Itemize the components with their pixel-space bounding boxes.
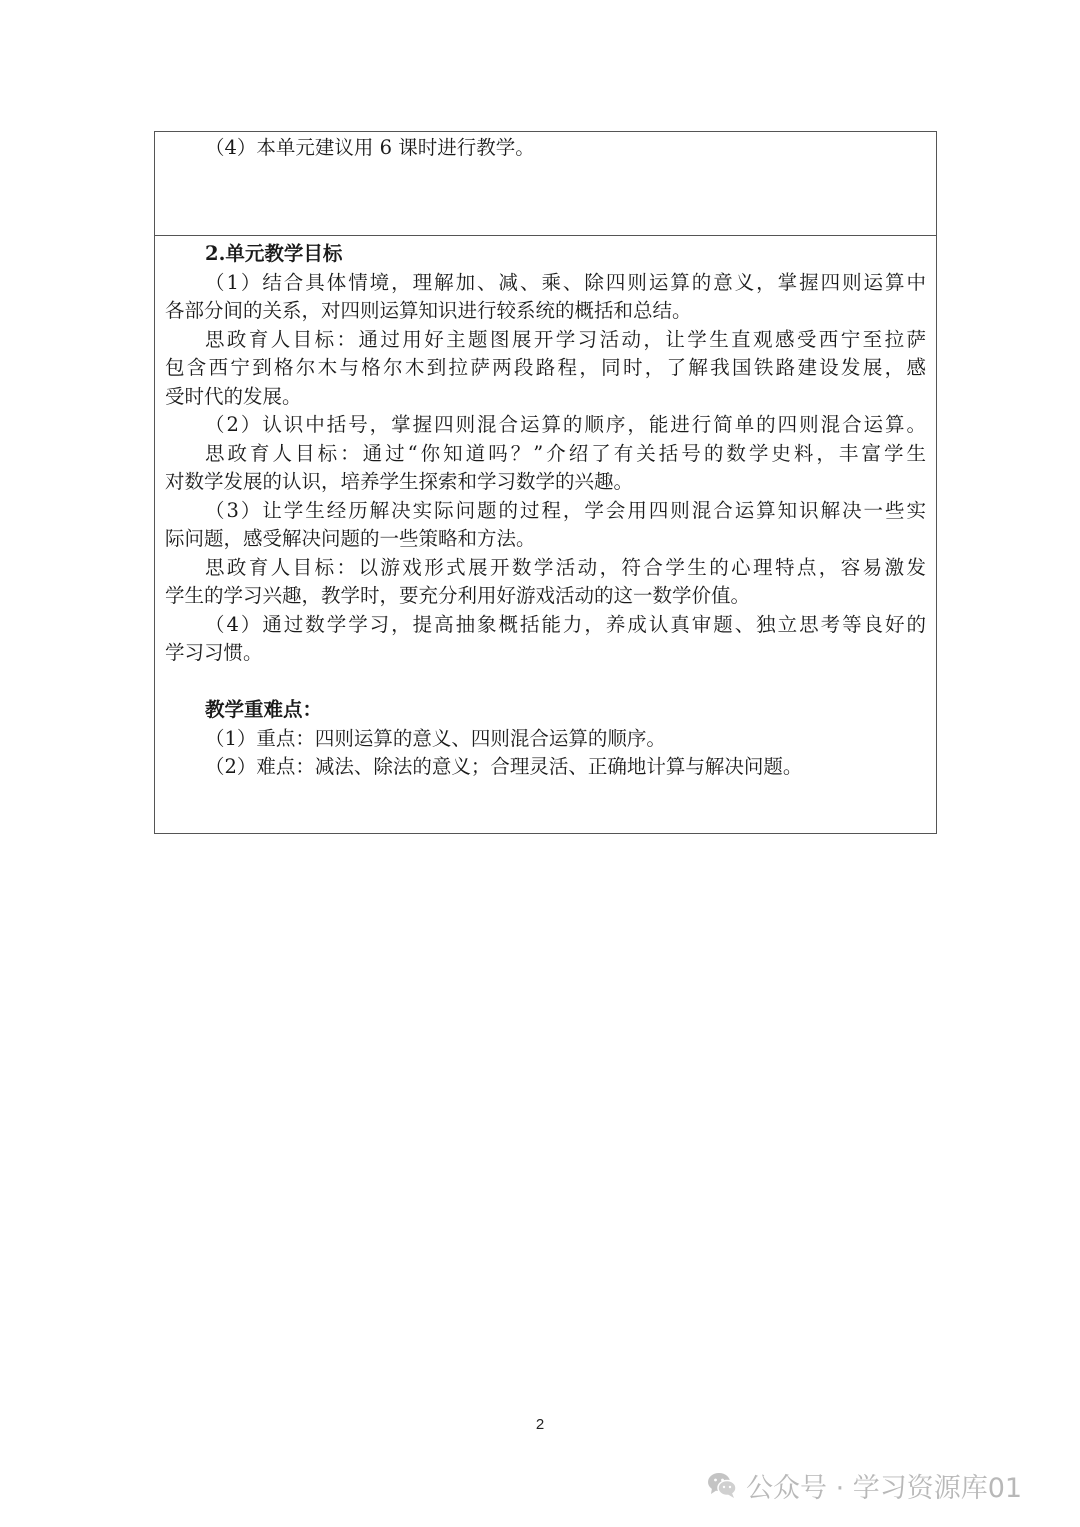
lesson-plan-table (154, 131, 937, 834)
objective-paragraph-line: （2）认识中括号，掌握四则混合运算的顺序，能进行简单的四则混合运算。 (205, 413, 926, 436)
wechat-icon (706, 1469, 738, 1501)
watermark-text: 公众号 · 学习资源库01 (746, 1472, 1023, 1504)
page-number: 2 (535, 1416, 545, 1433)
objectives-heading: 2.单元教学目标 (205, 242, 343, 265)
objective-paragraph-line: （3）让学生经历解决实际问题的过程，学会用四则混合运算知识解决一些实 (205, 498, 926, 522)
objective-paragraph-line: 思政育人目标：通过“你知道吗？”介绍了有关括号的数学史料，丰富学生 (205, 441, 926, 465)
paragraph-spacer (165, 668, 926, 697)
objective-paragraph-line: 受时代的发展。 (165, 384, 302, 408)
objective-paragraph-line: 包含西宁到格尔木与格尔木到拉萨两段路程，同时，了解我国铁路建设发展，感 (165, 356, 926, 379)
objective-paragraph-line: 各部分间的关系，对四则运算知识进行较系统的概括和总结。 (165, 299, 692, 322)
objective-paragraph-line: （4）通过数学学习，提高抽象概括能力，养成认真审题、独立思考等良好的 (205, 612, 926, 636)
objective-paragraph-line: 思政育人目标：通过用好主题图展开学习活动，让学生直观感受西宁至拉萨 (205, 327, 926, 351)
table-cell-lesson-hours (155, 132, 936, 236)
key-point-line: （1）重点：四则运算的意义、四则混合运算的顺序。 (205, 726, 666, 750)
key-point-line: （2）难点：减法、除法的意义；合理灵活、正确地计算与解决问题。 (205, 755, 803, 778)
objective-paragraph-line: （1）结合具体情境，理解加、减、乘、除四则运算的意义，掌握四则运算中 (205, 270, 926, 294)
objective-paragraph-line: 际问题，感受解决问题的一些策略和方法。 (165, 527, 536, 550)
table-cell-objectives (155, 236, 936, 833)
wechat-watermark (706, 1465, 1022, 1505)
objective-paragraph-line: 对数学发展的认识，培养学生探索和学习数学的兴趣。 (165, 470, 634, 493)
key-points-heading: 教学重难点： (205, 698, 323, 721)
objective-paragraph-line: 学习习惯。 (165, 641, 263, 664)
lesson-hours-text: （4）本单元建议用 6 课时进行教学。 (205, 136, 535, 159)
objective-paragraph-line: 思政育人目标：以游戏形式展开数学活动，符合学生的心理特点，容易激发 (205, 555, 926, 579)
objective-paragraph-line: 学生的学习兴趣，教学时，要充分利用好游戏活动的这一数学价值。 (165, 584, 751, 607)
